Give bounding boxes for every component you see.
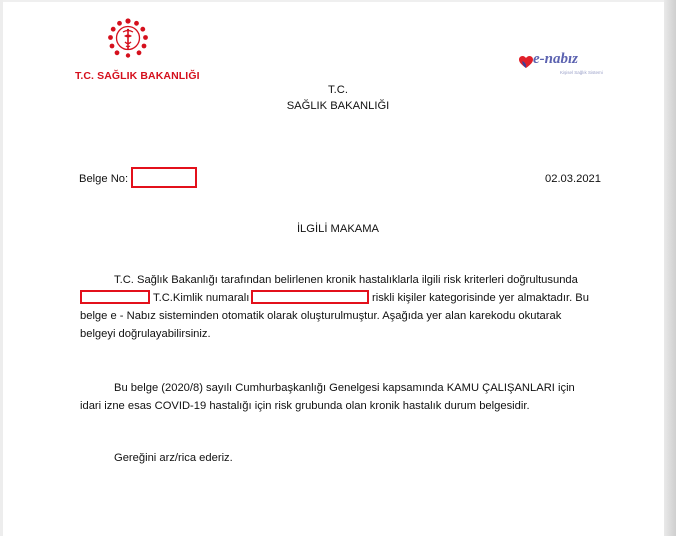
enabiz-heart-icon xyxy=(518,54,534,70)
document-number-label: Belge No: xyxy=(79,173,129,185)
paragraph1-line4: belgeyi doğrulayabilirsiniz. xyxy=(80,328,211,340)
paragraph2-line2: idari izne esas COVID-19 hastalığı için risk grubunda olan kronik hastalık durum belgesidir. xyxy=(80,400,530,412)
page-left-edge xyxy=(0,0,3,536)
redacted-name xyxy=(80,290,150,304)
paragraph1-line1: T.C. Sağlık Bakanlığı tarafından belirlenen kronik hastalıklarla ilgili risk kriterleri doğrultusunda xyxy=(114,274,578,286)
redacted-document-number xyxy=(131,167,197,188)
paragraph2-line1: Bu belge (2020/8) sayılı Cumhurbaşkanlığı Genelgesi kapsamında KAMU ÇALIŞANLARI için xyxy=(114,382,575,394)
heart-icon xyxy=(518,54,534,70)
enabiz-logo-text: e-nabız xyxy=(533,51,578,67)
ministry-logo-text: T.C. SAĞLIK BAKANLIĞI xyxy=(75,70,200,82)
closing-line: Gereğini arz/rica ederiz. xyxy=(114,452,233,464)
header-title-line2: SAĞLIK BAKANLIĞI xyxy=(286,100,390,112)
enabiz-logo-subtitle: Kişisel Sağlık Sistemi xyxy=(560,70,603,75)
paragraph1-line3: belge e - Nabız sisteminden otomatik olarak oluşturulmuştur. Aşağıda yer alan karekodu okutarak xyxy=(80,310,562,322)
page-top-edge xyxy=(0,0,676,2)
redacted-id-number xyxy=(251,290,369,304)
document-date: 02.03.2021 xyxy=(545,173,601,185)
ministry-emblem-icon xyxy=(100,15,156,71)
ministry-emblem-logo xyxy=(100,15,156,71)
header-title-line1: T.C. xyxy=(328,84,348,96)
addressee-heading: İLGİLİ MAKAMA xyxy=(296,223,380,235)
page-right-edge xyxy=(664,0,676,536)
paragraph1-line2-part2: riskli kişiler kategorisinde yer almaktadır. Bu xyxy=(372,292,589,304)
paragraph1-line2-part1: T.C.Kimlik numaralı xyxy=(153,292,250,304)
